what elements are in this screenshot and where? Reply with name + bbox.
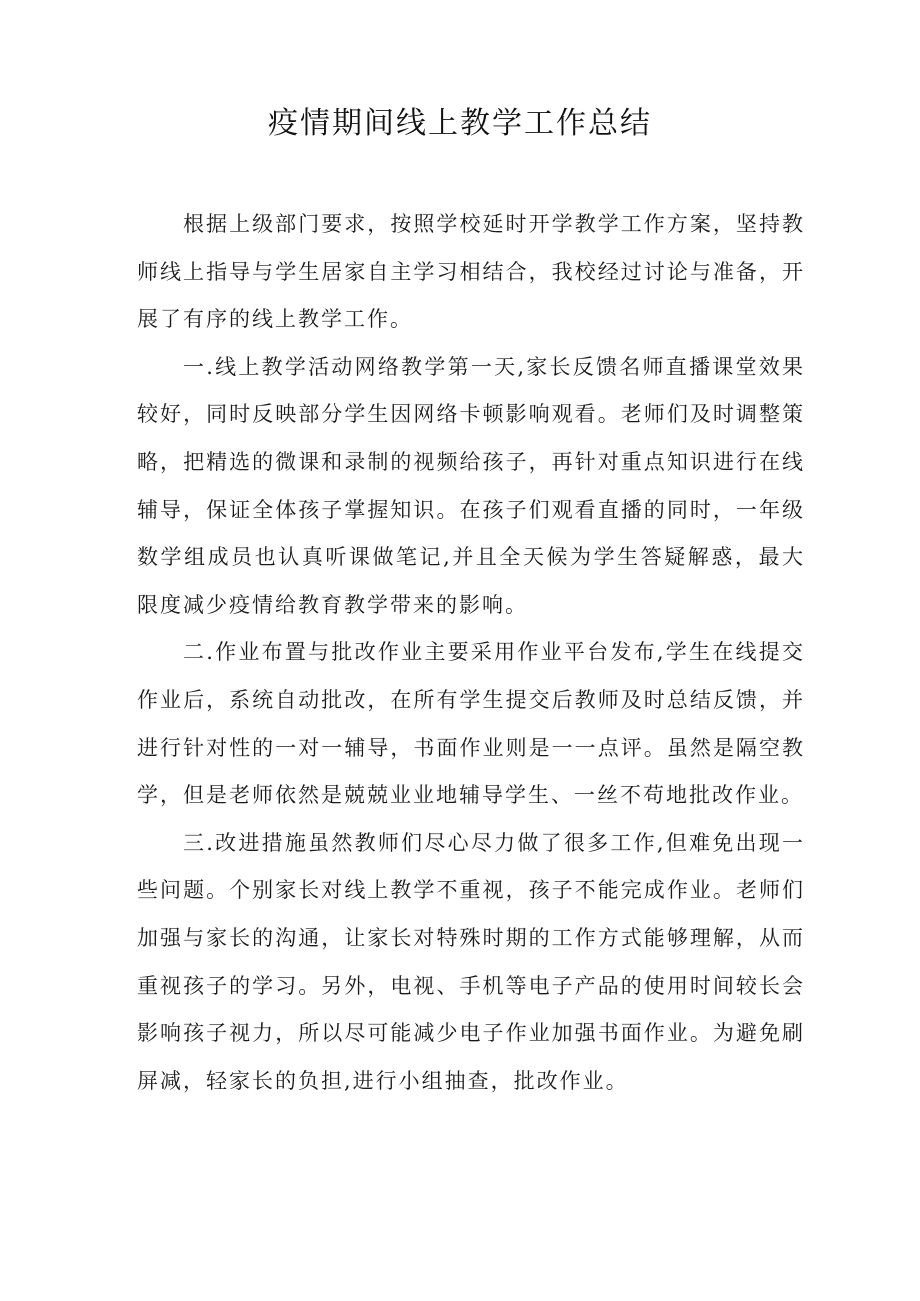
paragraph-section-1: 一.线上教学活动网络教学第一天,家长反馈名师直播课堂效果较好，同时反映部分学生因网络卡顿影响观看。老师们及时调整策略，把精选的微课和录制的视频给孩子，再针对重点知识进行在线辅导，保证全体孩子掌握知识。在孩子们观看直播的同时，一年级数学组成员也认真听课做笔记,并且全天候为学生答疑解惑，最大限度减少疫情给教育教学带来的影响。 xyxy=(137,354,805,617)
document-title: 疫情期间线上教学工作总结 xyxy=(268,106,652,141)
paragraph-intro: 根据上级部门要求，按照学校延时开学教学工作方案，坚持教师线上指导与学生居家自主学习相结合，我校经过讨论与准备，开展了有序的线上教学工作。 xyxy=(137,212,805,332)
paragraph-section-2: 二.作业布置与批改作业主要采用作业平台发布,学生在线提交作业后，系统自动批改，在所有学生提交后教师及时总结反馈，并进行针对性的一对一辅导，书面作业则是一一点评。虽然是隔空教学，但是老师依然是兢兢业业地辅导学生、一丝不苟地批改作业。 xyxy=(137,640,805,808)
paragraph-section-3: 三.改进措施虽然教师们尽心尽力做了很多工作,但难免出现一些问题。个别家长对线上教学不重视，孩子不能完成作业。老师们加强与家长的沟通，让家长对特殊时期的工作方式能够理解，从而重视孩子的学习。另外，电视、手机等电子产品的使用时间较长会影响孩子视力，所以尽可能减少电子作业加强书面作业。为避免刷屏减，轻家长的负担,进行小组抽查，批改作业。 xyxy=(137,830,805,1093)
document-body xyxy=(137,201,805,1105)
